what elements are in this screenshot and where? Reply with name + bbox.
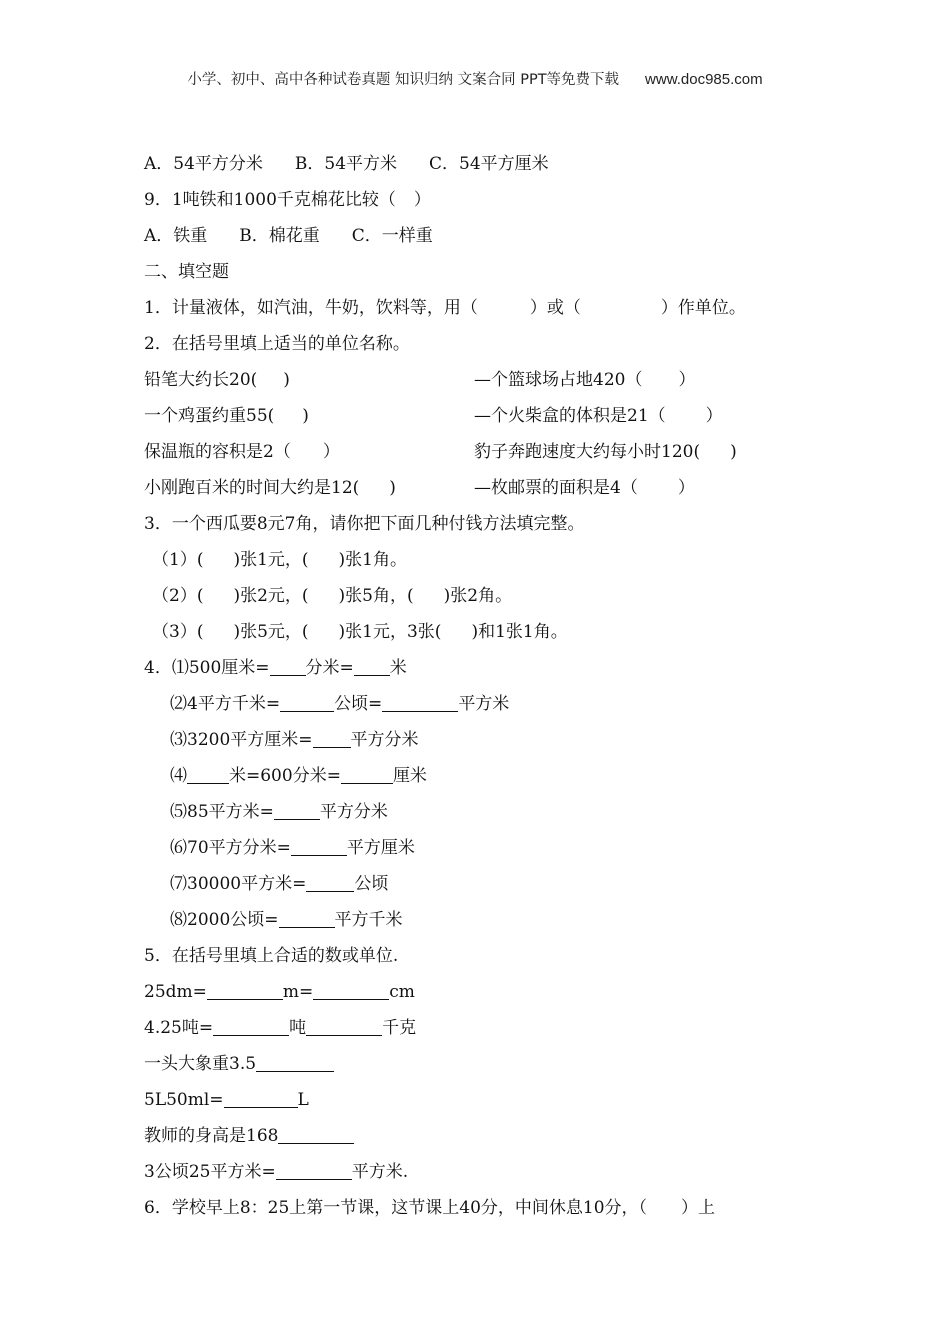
q4-item-1: 4．⑴500厘米= 分米= 米	[144, 650, 824, 686]
header-site: www.doc985.com	[645, 71, 763, 88]
blank	[274, 797, 320, 820]
q2-item-6: 豹子奔跑速度大约每小时120( )	[474, 442, 737, 462]
q9-stem-text: 9．1吨铁和1000千克棉花比较（	[144, 190, 396, 210]
q8-option-b: B．54平方米	[294, 154, 398, 174]
q9-stem	[144, 182, 824, 218]
q4-item-5: ⑸85平方米= 平方分米	[144, 794, 824, 830]
q2-row-4	[144, 470, 824, 506]
q2-row-2	[144, 398, 824, 434]
q2-item-7: 小刚跑百米的时间大约是12( )	[144, 478, 396, 498]
q9-paren-close: ）	[413, 190, 431, 210]
blank	[280, 689, 334, 712]
q3-row-2: （2）( )张2元，( )张5角，( )张2角。	[152, 586, 513, 606]
q4-item-6: ⑹70平方分米= 平方厘米	[144, 830, 824, 866]
blank	[276, 1157, 352, 1180]
q2-row-1	[144, 362, 824, 398]
q8-option-a: A．54平方分米	[144, 154, 263, 174]
q9-option-c: C．一样重	[351, 226, 433, 246]
q5-line-4: 5L50ml= L	[144, 1082, 824, 1118]
page-header	[0, 68, 950, 89]
q2-item-4: —个火柴盒的体积是21（ ）	[474, 406, 723, 426]
q5-line-6: 3公顷25平方米= 平方米.	[144, 1154, 824, 1190]
worksheet-content	[144, 146, 824, 1226]
q4-item-3: ⑶3200平方厘米= 平方分米	[144, 722, 824, 758]
section-title: 二、填空题	[144, 262, 229, 282]
q1-text-3: ）作单位。	[660, 298, 746, 318]
q8-options	[144, 146, 824, 182]
q4-item-8: ⑻2000公顷= 平方千米	[144, 902, 824, 938]
blank	[306, 869, 354, 892]
blank	[354, 653, 390, 676]
blank	[270, 653, 306, 676]
blank	[256, 1049, 334, 1072]
q4-item-7: ⑺30000平方米= 公顷	[144, 866, 824, 902]
q3-row-3: （3）( )张5元，( )张1元，3张( )和1张1角。	[152, 622, 568, 642]
q5-line-3: 一头大象重3.5	[144, 1046, 824, 1082]
q1-line	[144, 290, 824, 326]
blank	[341, 761, 393, 784]
q2-item-8: —枚邮票的面积是4（ ）	[474, 478, 695, 498]
blank	[279, 905, 335, 928]
header-text: 小学、初中、高中各种试卷真题 知识归纳 文案合同 PPT等免费下载	[187, 72, 620, 88]
blank	[187, 761, 229, 784]
q5-line-5: 教师的身高是168	[144, 1118, 824, 1154]
q9-option-a: A．铁重	[144, 226, 208, 246]
q4-item-4: ⑷ 米=600分米= 厘米	[144, 758, 824, 794]
q2-row-3	[144, 434, 824, 470]
blank	[213, 1013, 289, 1036]
q9-options	[144, 218, 824, 254]
q4-item-2: ⑵4平方千米= 公顷= 平方米	[144, 686, 824, 722]
q6-line: 6．学校早上8：25上第一节课，这节课上40分，中间休息10分，（ ）上	[144, 1198, 716, 1218]
blank	[382, 689, 458, 712]
q8-option-c: C．54平方厘米	[429, 154, 549, 174]
q2-item-1: 铅笔大约长20( )	[144, 370, 290, 390]
q1-text-2: ）或（	[529, 298, 581, 318]
blank	[224, 1085, 298, 1108]
blank	[313, 977, 389, 1000]
blank	[313, 725, 351, 748]
q3-stem: 3．一个西瓜要8元7角，请你把下面几种付钱方法填完整。	[144, 514, 585, 534]
q2-item-2: —个篮球场占地420（ ）	[474, 370, 696, 390]
q5-line-1: 25dm= m= cm	[144, 974, 824, 1010]
q1-text-1: 1．计量液体，如汽油，牛奶，饮料等，用（	[144, 298, 478, 318]
blank	[306, 1013, 382, 1036]
q5-stem: 5．在括号里填上合适的数或单位.	[144, 946, 399, 966]
q2-item-5: 保温瓶的容积是2（ ）	[144, 442, 340, 462]
blank	[278, 1121, 354, 1144]
q3-row-1: （1）( )张1元，( )张1角。	[152, 550, 407, 570]
q2-item-3: 一个鸡蛋约重55( )	[144, 406, 309, 426]
q5-line-2: 4.25吨= 吨 千克	[144, 1010, 824, 1046]
q9-option-b: B．棉花重	[239, 226, 320, 246]
blank	[207, 977, 283, 1000]
blank	[291, 833, 347, 856]
q2-stem: 2．在括号里填上适当的单位名称。	[144, 334, 410, 354]
